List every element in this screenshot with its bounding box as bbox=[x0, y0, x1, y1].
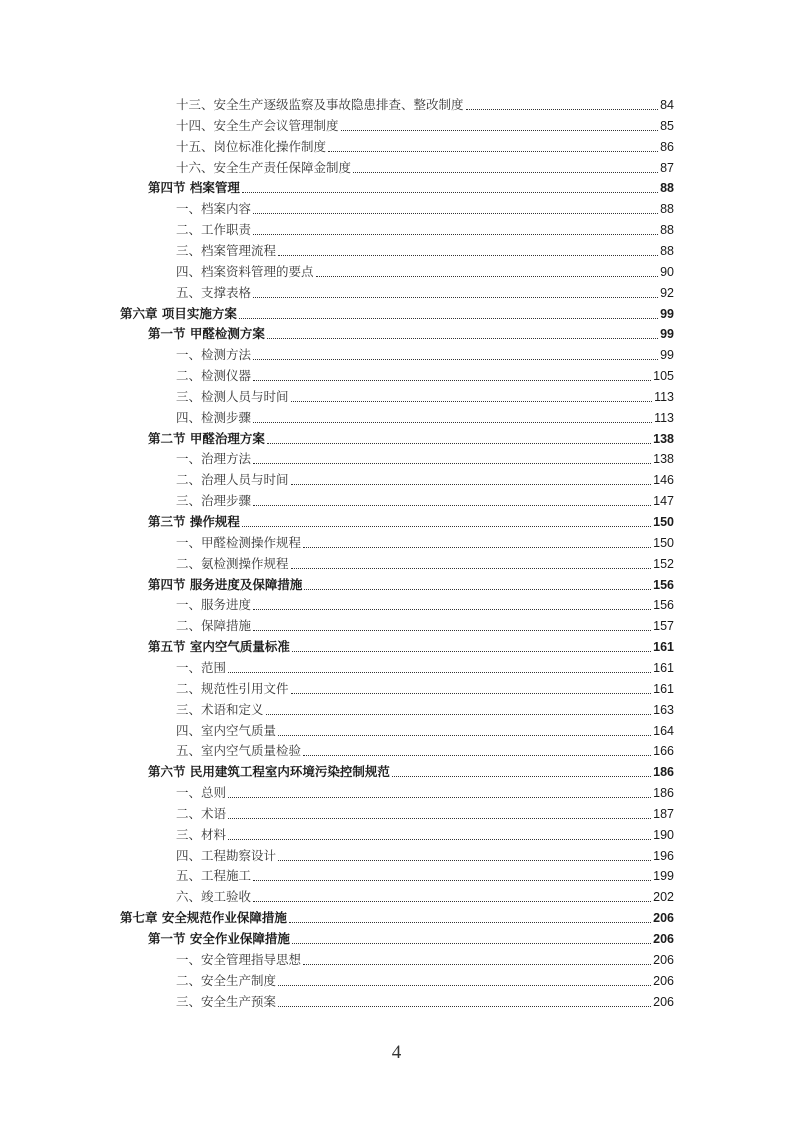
toc-entry-page: 206 bbox=[653, 973, 674, 988]
toc-entry-page: 163 bbox=[653, 702, 674, 717]
toc-entry-title: 二、治理人员与时间 bbox=[176, 472, 289, 488]
toc-entry-title: 一、治理方法 bbox=[176, 451, 252, 467]
toc-entry-title: 第五节 室内空气质量标准 bbox=[148, 639, 290, 655]
toc-entry-title: 三、治理步骤 bbox=[176, 493, 252, 509]
toc-entry-page: 92 bbox=[660, 285, 674, 300]
dot-leader bbox=[278, 721, 651, 741]
dot-leader bbox=[291, 554, 652, 574]
dot-leader bbox=[291, 679, 652, 699]
dot-leader bbox=[253, 595, 651, 615]
toc-entry-title: 四、档案资料管理的要点 bbox=[176, 263, 314, 279]
dot-leader bbox=[253, 345, 658, 365]
dot-leader bbox=[292, 929, 651, 949]
dot-leader bbox=[253, 491, 651, 511]
dot-leader bbox=[253, 408, 652, 428]
toc-entry-title: 五、支撑表格 bbox=[176, 284, 252, 300]
dot-leader bbox=[289, 908, 651, 928]
toc-entry-title: 二、工作职责 bbox=[176, 222, 252, 238]
toc-entry-page: 156 bbox=[653, 577, 674, 592]
dot-leader bbox=[278, 241, 658, 261]
toc-entry-title: 十三、安全生产逐级监察及事故隐患排查、整改制度 bbox=[176, 97, 464, 112]
toc-entry-page: 206 bbox=[653, 932, 674, 946]
toc-section-entry[interactable] bbox=[148, 929, 674, 949]
toc-subsection-entry[interactable] bbox=[176, 866, 674, 886]
toc-entry-title: 一、档案内容 bbox=[176, 201, 252, 217]
dot-leader bbox=[228, 783, 651, 803]
dot-leader bbox=[292, 637, 651, 657]
toc-entry-page: 206 bbox=[653, 994, 674, 1009]
toc-entry-page: 88 bbox=[660, 223, 674, 238]
dot-leader bbox=[253, 616, 651, 636]
toc-section-entry[interactable] bbox=[148, 512, 674, 532]
toc-entry-title: 二、检测仪器 bbox=[176, 368, 252, 384]
dot-leader bbox=[267, 324, 658, 344]
toc-subsection-entry[interactable] bbox=[176, 95, 674, 115]
toc-subsection-entry[interactable] bbox=[176, 846, 674, 866]
toc-subsection-entry[interactable] bbox=[176, 595, 674, 615]
toc-subsection-entry[interactable] bbox=[176, 220, 674, 240]
toc-entry-page: 88 bbox=[660, 243, 674, 258]
toc-entry-page: 147 bbox=[653, 494, 674, 509]
toc-entry-page: 199 bbox=[653, 869, 674, 884]
toc-entry-title: 二、保障措施 bbox=[176, 618, 252, 634]
toc-subsection-entry[interactable] bbox=[176, 387, 674, 407]
toc-section-entry[interactable] bbox=[148, 762, 674, 782]
toc-subsection-entry[interactable] bbox=[176, 533, 674, 553]
toc-subsection-entry[interactable] bbox=[176, 658, 674, 678]
toc-entry-page: 164 bbox=[653, 723, 674, 738]
toc-entry-page: 196 bbox=[653, 848, 674, 863]
toc-subsection-entry[interactable] bbox=[176, 700, 674, 720]
toc-entry-page: 105 bbox=[653, 369, 674, 384]
dot-leader bbox=[291, 470, 652, 490]
toc-entry-page: 190 bbox=[653, 827, 674, 842]
dot-leader bbox=[291, 387, 653, 407]
toc-subsection-entry[interactable] bbox=[176, 137, 674, 157]
toc-entry-page: 90 bbox=[660, 264, 674, 279]
toc-entry-title: 一、范围 bbox=[176, 659, 227, 675]
toc-entry-title: 一、服务进度 bbox=[176, 597, 252, 613]
toc-entry-page: 99 bbox=[660, 348, 674, 363]
toc-entry-title: 二、氨检测操作规程 bbox=[176, 555, 289, 571]
toc-entry-title: 第七章 安全规范作业保障措施 bbox=[120, 910, 287, 926]
toc-subsection-entry[interactable] bbox=[176, 783, 674, 803]
toc-entry-page: 88 bbox=[660, 202, 674, 217]
toc-subsection-entry[interactable] bbox=[176, 616, 674, 636]
dot-leader bbox=[266, 700, 652, 720]
toc-entry-page: 187 bbox=[653, 806, 674, 821]
toc-entry-page: 161 bbox=[653, 640, 674, 655]
toc-entry-title: 五、工程施工 bbox=[176, 868, 252, 884]
toc-entry-page: 99 bbox=[660, 306, 674, 321]
toc-entry-title: 十六、安全生产责任保障金制度 bbox=[176, 159, 352, 175]
toc-subsection-entry[interactable] bbox=[176, 950, 674, 970]
toc-subsection-entry[interactable] bbox=[176, 116, 674, 136]
toc-subsection-entry[interactable] bbox=[176, 408, 674, 428]
toc-entry-title: 二、规范性引用文件 bbox=[176, 680, 289, 696]
toc-entry-title: 第三节 操作规程 bbox=[148, 514, 240, 529]
toc-entry-title: 第四节 服务进度及保障措施 bbox=[148, 576, 303, 592]
toc-subsection-entry[interactable] bbox=[176, 554, 674, 574]
dot-leader bbox=[304, 575, 651, 595]
toc-entry-title: 一、安全管理指导思想 bbox=[176, 951, 302, 967]
toc-entry-title: 四、工程勘察设计 bbox=[176, 847, 277, 863]
toc-subsection-entry[interactable] bbox=[176, 283, 674, 303]
toc-entry-page: 113 bbox=[654, 389, 674, 404]
toc-entry-title: 六、竣工验收 bbox=[176, 889, 252, 905]
toc-subsection-entry[interactable] bbox=[176, 491, 674, 511]
dot-leader bbox=[253, 220, 658, 240]
toc-subsection-entry[interactable] bbox=[176, 721, 674, 741]
toc-subsection-entry[interactable] bbox=[176, 971, 674, 991]
toc-entry-page: 84 bbox=[660, 98, 674, 112]
toc-entry-page: 150 bbox=[653, 535, 674, 550]
toc-subsection-entry[interactable] bbox=[176, 992, 674, 1012]
dot-leader bbox=[253, 199, 658, 219]
dot-leader bbox=[328, 137, 658, 157]
toc-entry-title: 十五、岗位标准化操作制度 bbox=[176, 138, 327, 154]
toc-section-entry[interactable] bbox=[148, 324, 674, 344]
toc-subsection-entry[interactable] bbox=[176, 825, 674, 845]
dot-leader bbox=[466, 95, 659, 115]
page-number: 4 bbox=[391, 1042, 402, 1063]
toc-subsection-entry[interactable] bbox=[176, 345, 674, 365]
toc-chapter-entry[interactable] bbox=[120, 304, 674, 324]
toc-chapter-entry[interactable] bbox=[120, 908, 674, 928]
toc-subsection-entry[interactable] bbox=[176, 241, 674, 261]
toc-entry-title: 四、室内空气质量 bbox=[176, 722, 277, 738]
toc-entry-page: 186 bbox=[653, 786, 674, 801]
toc-subsection-entry[interactable] bbox=[176, 741, 674, 761]
toc-subsection-entry[interactable] bbox=[176, 366, 674, 386]
toc-entry-page: 146 bbox=[653, 473, 674, 488]
dot-leader bbox=[228, 658, 651, 678]
dot-leader bbox=[253, 449, 651, 469]
toc-entry-page: 161 bbox=[653, 681, 674, 696]
toc-entry-page: 157 bbox=[653, 619, 674, 634]
dot-leader bbox=[316, 262, 659, 282]
toc-entry-page: 166 bbox=[653, 744, 674, 759]
toc-entry-page: 150 bbox=[653, 515, 674, 529]
toc-entry-title: 第六章 项目实施方案 bbox=[120, 305, 237, 321]
toc-entry-title: 第一节 甲醛检测方案 bbox=[148, 326, 265, 342]
toc-entry-page: 206 bbox=[653, 911, 674, 926]
toc-subsection-entry[interactable] bbox=[176, 887, 674, 907]
toc-entry-page: 156 bbox=[653, 598, 674, 613]
toc-section-entry[interactable] bbox=[148, 637, 674, 657]
dot-leader bbox=[278, 846, 651, 866]
dot-leader bbox=[303, 950, 651, 970]
dot-leader bbox=[242, 512, 651, 532]
toc-entry-page: 152 bbox=[653, 556, 674, 571]
dot-leader bbox=[353, 158, 658, 178]
toc-entry-title: 四、检测步骤 bbox=[176, 409, 252, 425]
toc-entry-title: 三、材料 bbox=[176, 826, 227, 842]
dot-leader bbox=[267, 429, 651, 449]
toc-subsection-entry[interactable] bbox=[176, 804, 674, 824]
dot-leader bbox=[228, 825, 651, 845]
dot-leader bbox=[303, 533, 651, 553]
toc-entry-title: 二、术语 bbox=[176, 805, 227, 821]
toc-entry-title: 三、术语和定义 bbox=[176, 701, 264, 717]
toc-subsection-entry[interactable] bbox=[176, 262, 674, 282]
toc-subsection-entry[interactable] bbox=[176, 470, 674, 490]
toc-entry-page: 87 bbox=[660, 160, 674, 175]
toc-entry-title: 第四节 档案管理 bbox=[148, 180, 240, 196]
toc-entry-title: 一、甲醛检测操作规程 bbox=[176, 534, 302, 550]
toc-entry-title: 二、安全生产制度 bbox=[176, 972, 277, 988]
dot-leader bbox=[242, 178, 658, 198]
dot-leader bbox=[341, 116, 659, 136]
toc-entry-title: 一、检测方法 bbox=[176, 347, 252, 363]
toc-subsection-entry[interactable] bbox=[176, 199, 674, 219]
toc-entry-page: 138 bbox=[653, 452, 674, 467]
toc-entry-page: 206 bbox=[653, 952, 674, 967]
toc-entry-title: 第一节 安全作业保障措施 bbox=[148, 931, 290, 946]
toc-entry-page: 88 bbox=[660, 181, 674, 196]
dot-leader bbox=[253, 887, 651, 907]
toc-subsection-entry[interactable] bbox=[176, 449, 674, 469]
toc-entry-title: 十四、安全生产会议管理制度 bbox=[176, 117, 339, 133]
dot-leader bbox=[278, 992, 651, 1012]
toc-subsection-entry[interactable] bbox=[176, 679, 674, 699]
toc-entry-title: 三、检测人员与时间 bbox=[176, 388, 289, 404]
toc-entry-title: 五、室内空气质量检验 bbox=[176, 743, 302, 759]
dot-leader bbox=[239, 304, 658, 324]
toc-entry-title: 第六节 民用建筑工程室内环境污染控制规范 bbox=[148, 764, 390, 780]
toc-entry-title: 第二节 甲醛治理方案 bbox=[148, 430, 265, 446]
dot-leader bbox=[253, 283, 658, 303]
toc-entry-title: 一、总则 bbox=[176, 785, 227, 801]
dot-leader bbox=[392, 762, 651, 782]
toc-entry-page: 99 bbox=[660, 327, 674, 342]
toc-entry-page: 161 bbox=[653, 660, 674, 675]
toc-entry-page: 86 bbox=[660, 139, 674, 154]
toc-section-entry[interactable] bbox=[148, 575, 674, 595]
toc-entry-title: 三、档案管理流程 bbox=[176, 242, 277, 258]
dot-leader bbox=[278, 971, 651, 991]
dot-leader bbox=[253, 866, 651, 886]
toc-subsection-entry[interactable] bbox=[176, 158, 674, 178]
dot-leader bbox=[303, 741, 651, 761]
dot-leader bbox=[253, 366, 651, 386]
toc-section-entry[interactable] bbox=[148, 429, 674, 449]
toc-entry-page: 113 bbox=[654, 410, 674, 425]
toc-entry-page: 138 bbox=[653, 431, 674, 446]
toc-section-entry[interactable] bbox=[148, 178, 674, 198]
toc-entry-title: 三、安全生产预案 bbox=[176, 993, 277, 1009]
toc-entry-page: 85 bbox=[660, 118, 674, 133]
toc-entry-page: 202 bbox=[653, 890, 674, 905]
toc-entry-page: 186 bbox=[653, 765, 674, 780]
dot-leader bbox=[228, 804, 651, 824]
